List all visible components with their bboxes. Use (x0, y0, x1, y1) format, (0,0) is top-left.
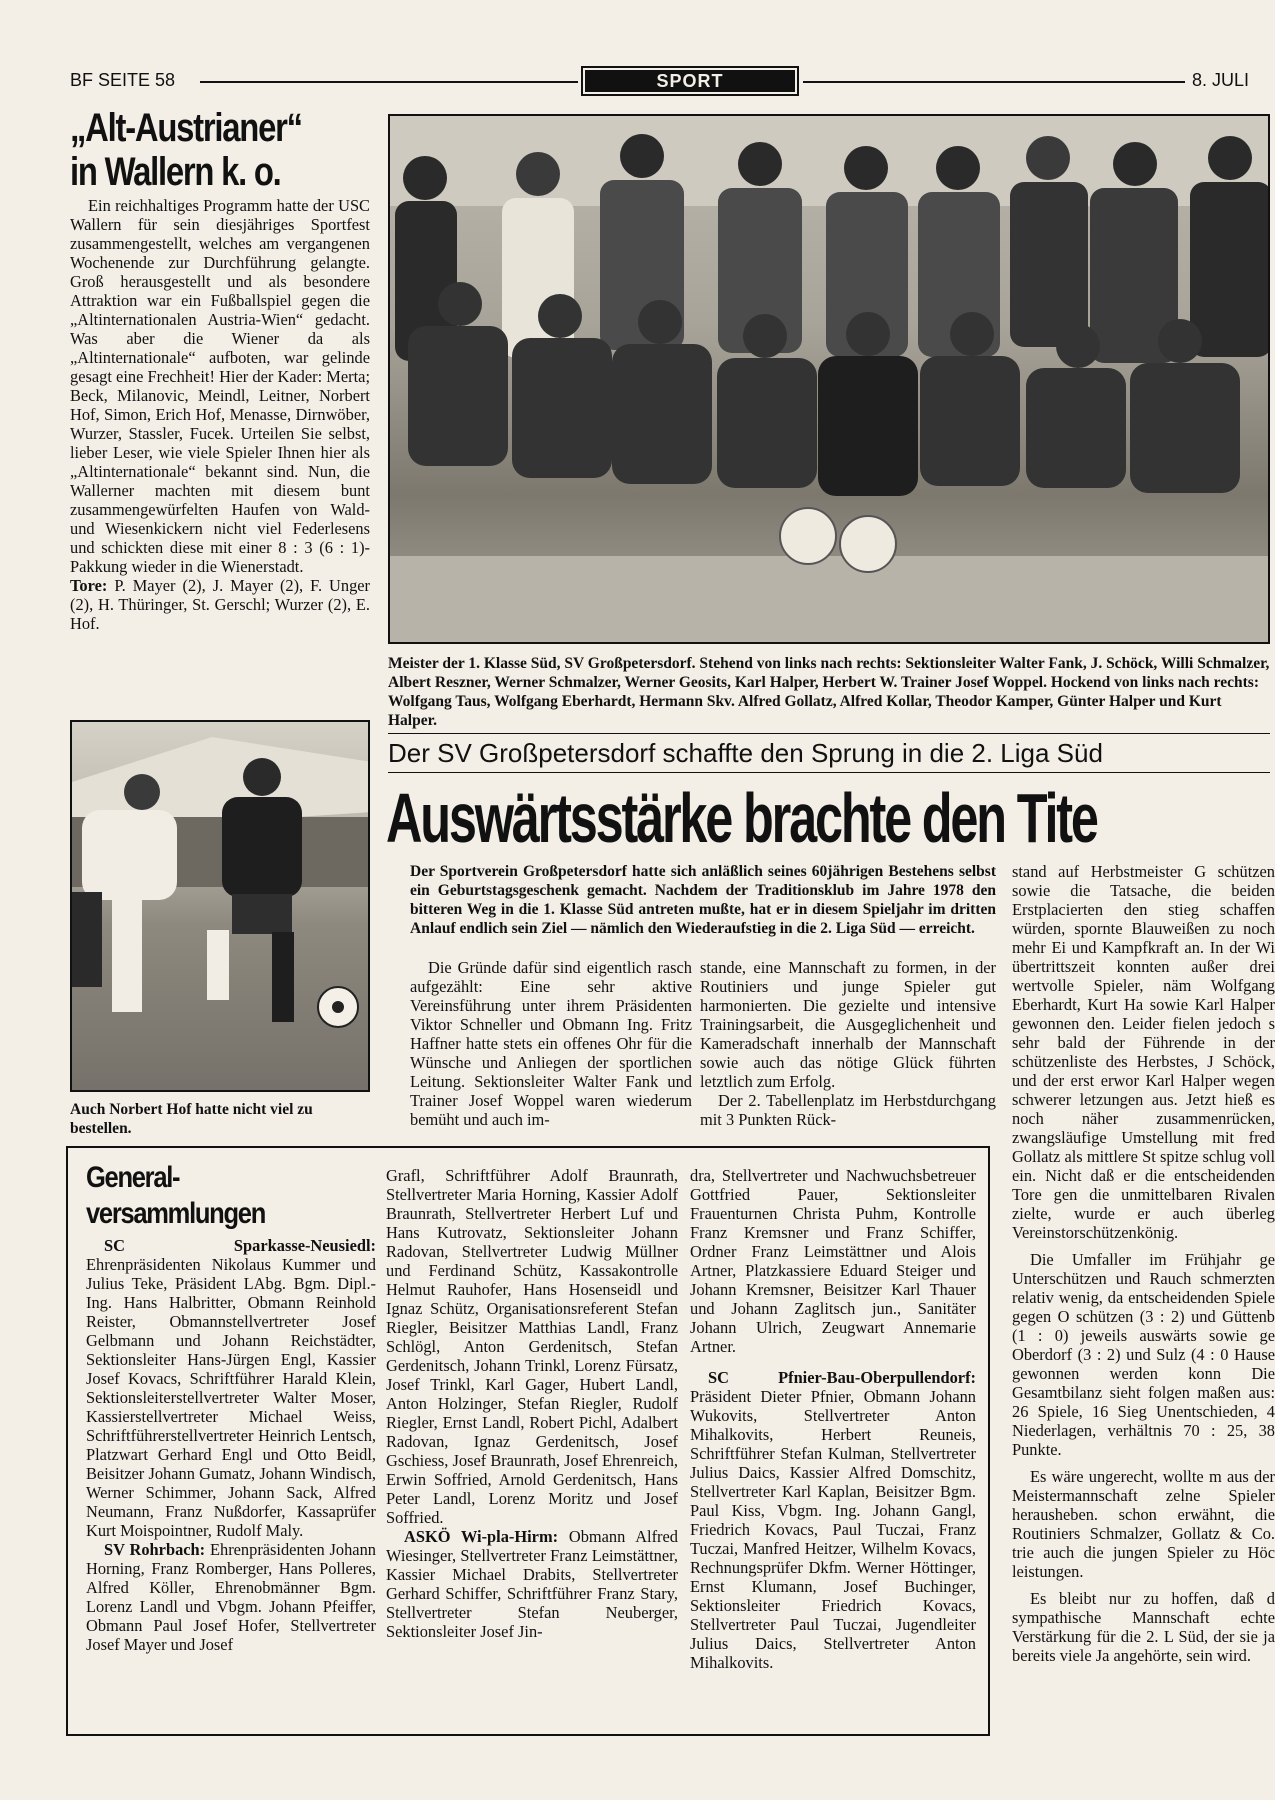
club-name: SC Sparkasse-Neusiedl: (104, 1236, 376, 1255)
article-subhead: Der SV Großpetersdorf schaffte den Sprung in die 2. Liga Süd (388, 738, 1103, 768)
header-rule-right (803, 81, 1185, 83)
article-scorers: Tore: P. Mayer (2), J. Mayer (2), F. Unger (2), H. Thüringer, St. Gerschl; Wurzer (2), E. Hof. (70, 576, 370, 633)
article-main-headline-wrap (386, 776, 1275, 860)
section-label-text: SPORT (656, 70, 724, 91)
subhead-rule-top (388, 733, 1270, 734)
header-rule-left (200, 81, 578, 83)
page-number: BF SEITE 58 (70, 70, 176, 90)
page-header (0, 0, 1275, 91)
club-name: SV Rohrbach: (104, 1540, 206, 1559)
subhead-rule-bottom (388, 772, 1270, 773)
action-photo-figures (72, 722, 370, 1092)
box-column-2: Grafl, Schriftführer Adolf Braunrath, Stellvertreter Maria Horning, Kassier Adolf Braunrath, Stellvertreter Herbert Luf und Hans Kutrovatz, Sektionsleiter Johann Radovan, Stellvertreter Ludwig Müllner und Ferdinand Schütz, Kassakontrolle Helmut Rauhofer, Hans Hosenseidl und Ignaz Schütz, Organisationsreferent Stefan Riegler, Beisitzer Matthias Landl, Franz Schlögl, Anton Gerdenitsch, Stefan Gerdenitsch, Johann Trinkl, Lorenz Fürsatz, Josef Trinkl, Karl Gager, Hubert Landl, Anton Holzinger, Stefan Riegler, Rudolf Riegler, Ernst Landl, Robert Pichl, Adalbert Radovan, Ignaz Gerdenitsch, Josef Gschiess, Josef Braunrath, Josef Ehrenreich, Erwin Soffried, Arnold Gerdenitsch, Hans Peter Landl, Lorenz Moritz und Josef Soffried. ASKÖ Wi-pla-Hirm: Obmann Alfred Wiesinger, Stellvertreter Franz Leimstättner, Kassier Michael Drabits, Stellvertreter Gerhard Schiffer, Schriftführer Franz Stary, Stellvertreter Stefan Neuberger, Sektionsleiter Josef Jin- (386, 1166, 678, 1641)
section-label (581, 66, 799, 96)
team-photo-caption: Meister der 1. Klasse Süd, SV Großpetersdorf. Stehend von links nach rechts: Sektionsleiter Walter Fank, J. Schöck, Willi Schmalzer, Albert Reszner, Werner Schmalzer, Werner Geosits, Karl Halper, Herbert W. Trainer Josef Woppel. Hockend von links nach rechts: Wolfgang Taus, Wolfgang Eberhardt, Hermann Skv. Alfred Gollatz, Alfred Kollar, Theodor Kamper, Günter Halper und Kurt Halper. (388, 655, 1270, 729)
box-column-3: dra, Stellvertreter und Nachwuchsbetreuer Gottfried Pauer, Sektionsleiter Frauenturnen Christa Puhm, Kontrolle Franz Kremsner und Franz Schiffer, Ordner Franz Leimstättner und Alois Artner, Platzkassiere Eduard Steiger und Johann Kremsner, Beisitzer Karl Thauer und Johann Zaglitsch jun., Sanitäter Johann Ulrich, Zeugwart Annemarie Artner. SC Pfnier-Bau-Oberpullendorf: Präsident Dieter Pfnier, Obmann Johann Wukovits, Stellvertreter Anton Mihalkovits, Herbert Reuneis, Schriftführer Stefan Kulman, Stellvertreter Julius Daics, Kassier Alfred Domschitz, Stellvertreter Karl Kaplan, Beisitzer Bgm. Paul Kiss, Vbgm. Ing. Johann Gangl, Friedrich Kovacs, Paul Tuczai, Franz Tuczai, Manfred Heitzer, Wilhelm Kovacs, Rechnungsprüfer Dkfm. Werner Höttinger, Ernst Klumann, Josef Buchinger, Sektionsleiter Friedrich Kovacs, Stellvertreter Paul Tuczai, Jugendleiter Julius Daics, Stellvertreter Anton Mihalkovits. (690, 1166, 976, 1672)
club-name: SC Pfnier-Bau-Oberpullendorf: (708, 1368, 976, 1387)
article-col3: stand auf Herbstmeister G schützen sowie die Tatsache, die beiden Erstplacierten den stieg schaffen würden, spornte Blauweißen zu noch mehr Ei und Kampfkraft an. In der Wi übertrittszeit konnten außer drei wertvolle Spieler, näm Wolfgang Eberhardt, Kurt Ha sowie Karl Halper gewonnen den. Leider fielen jedoch s sehr bald der Führende in der schützenliste des Herbstes, J Schöck, und der erst erwor Karl Halper wegen schwerer letzungen aus. Jetzt hieß es noch näher zusammenrücken, zwangsläufige Umstellung mit fred Gollatz als mittlere St spitze schlug voll ein. Nicht daß er die entscheidenden Tore gen die unmittelbaren Rivalen zielte, wurde er auch überleg Vereinstorschützenkönig. Die Umfaller im Frühjahr ge Unterschützen und Rauch schmerzten relativ wenig, da entscheidenden Spiele gegen O schützen (3 : 2) und Güttenb (1 : 0) jeweils auswärts sowie ge Oberdorf (3 : 2) und Sulz (4 : 0 Hause gewonnen werden konn Die Gesamtbilanz sieht folgen maßen aus: 26 Spiele, 16 Sieg Unentschieden, 4 Niederlagen, verhältnis 70 : 25, 38 Punkte. Es wäre ungerecht, wollte m aus der Meistermannschaft zelne Spieler herausheben. schon erwähnt, die Routiniers Schmalzer, Gollatz & Co. trie auch die jungen Spieler zu Höc leistungen. Es bleibt nur zu hoffen, daß d sympathische Mannschaft echte Verstärkung für die 2. L Süd, der sie ja bereits viele Ja angehörte, sein wird. (1012, 862, 1275, 1665)
article-body: Ein reichhaltiges Programm hatte der USC Wallern für sein diesjähriges Sportfest zusammengestellt, welches am vergangenen Wochenende zur Durchführung gelangte. Groß herausgestellt und als besondere Attraktion war ein Fußballspiel gegen die „Altinternationalen Austria-Wien“ gedacht. Was aber die Wiener da als „Altinternationale“ aufboten, war gelinde gesagt eine Frechheit! Hier der Kader: Merta; Beck, Milanovic, Meindl, Leitner, Norbert Hof, Simon, Erich Hof, Menasse, Dirnwöber, Wurzer, Stassler, Fucek. Urteilen Sie selbst, lieber Leser, wie viele Spieler Ihnen hier als „Altinternationale“ bekannt sind. Nun, die Wallerner machten mit diesem bunt zusammengewürfelten Haufen von Wald- und Wiesenkickern nicht viel Federlesens und schickten diese mit einer 8 : 3 (6 : 1)-Pakkung wieder in die Wienerstadt. (70, 196, 370, 576)
article-main-headline: Auswärtsstärke brachte den Tite (386, 779, 1097, 857)
team-photo-figures (390, 116, 1270, 644)
action-photo (70, 720, 370, 1092)
generalversammlungen-box (66, 1146, 990, 1736)
page-date: 8. JULI (1192, 70, 1250, 90)
article-alt-austrianer (70, 106, 370, 633)
article-col1: Die Gründe dafür sind eigentlich rasch aufgezählt: Eine sehr aktive Vereinsführung unter ihrem Präsidenten Viktor Schneller und Obmann Ing. Fritz Haffner hatte stets ein offenes Ohr für die Wünsche und Anliegen der sportlichen Leitung. Sektionsleiter Walter Fank und Trainer Josef Woppel waren wiederum bemüht und auch im- (410, 958, 692, 1129)
article-lead: Der Sportverein Großpetersdorf hatte sich anläßlich seines 60jährigen Bestehens selbst ein Geburtstagsgeschenk gemacht. Nachdem der Traditionsklub im Jahre 1978 den bitteren Weg in die 1. Klasse Süd antreten mußte, hat er in diesem Spieljahr im dritten Anlauf endlich sein Ziel — nämlich den Wiederaufstieg in die 2. Liga Süd — erreicht. (410, 863, 996, 937)
article-headline: „Alt-Austrianer“ in Wallern k. o. (70, 106, 302, 194)
club-name: ASKÖ Wi-pla-Hirm: (404, 1527, 559, 1546)
action-photo-caption: Auch Norbert Hof hatte nicht viel zu bestellen. (70, 1101, 313, 1137)
box-column-1: General- versammlungen SC Sparkasse-Neusiedl: Ehrenpräsidenten Nikolaus Kummer und Julius Teke, Präsident LAbg. Bgm. Dipl.-Ing. Hans Halbritter, Obmann Reinhold Reister, Obmannstellvertreter Josef Gelbmann und Johann Reichstädter, Sektionsleiter Hans-Jürgen Engl, Kassier Josef Kovacs, Schriftführer Harald Klein, Sektionsleiterstellvertreter Walter Moser, Kassierstellvertreter Michael Weiss, Schriftführerstellvertreter Heinrich Lentsch, Platzwart Gerhard Engl und Otto Beidl, Beisitzer Johann Gumatz, Johann Windisch, Werner Schimmer, Johann Sack, Alfred Neumann, Franz Nußdorfer, Kassaprüfer Kurt Moispointner, Rudolf Maly. SV Rohrbach: Ehrenpräsidenten Johann Horning, Franz Romberger, Hans Polleres, Alfred Köller, Ehrenobmänner Bgm. Lorenz Landl und Vbgm. Johann Pfeiffer, Obmann Paul Josef Hofer, Stellvertreter Josef Mayer und Josef (86, 1161, 376, 1654)
article-col2: stande, eine Mannschaft zu formen, in der Routiniers und junge Spieler gut harmonierten. Die gezielte und intensive Trainingsarbeit, die Ausgeglichenheit und Kameradschaft innerhalb der Mannschaft sowie auch das nötige Glück führten letztlich zum Erfolg. Der 2. Tabellenplatz im Herbstdurchgang mit 3 Punkten Rück- (700, 958, 996, 1129)
team-photo (388, 114, 1270, 644)
box-title: General- versammlungen (86, 1161, 266, 1230)
